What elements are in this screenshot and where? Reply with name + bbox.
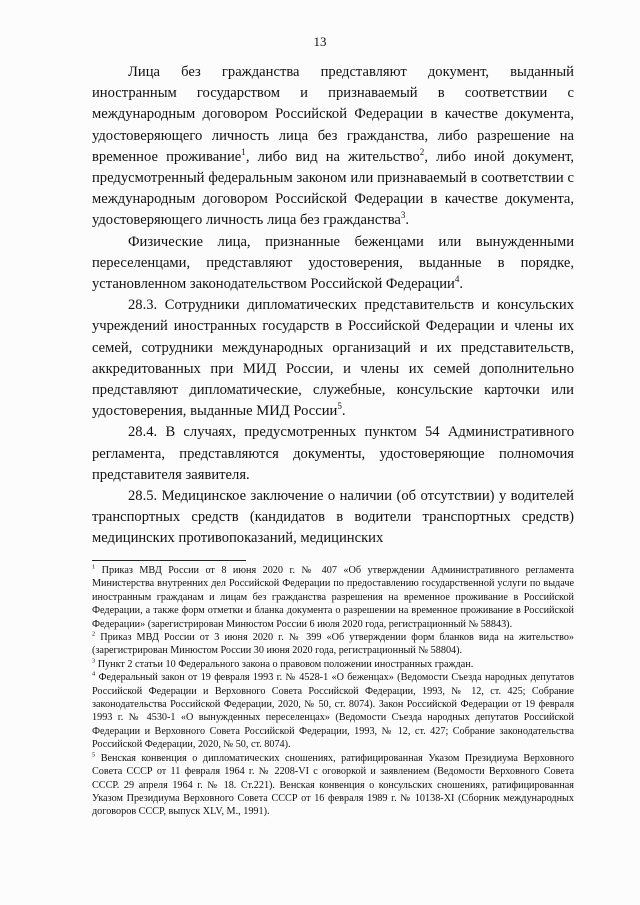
paragraph-stateless-persons: Лица без гражданства представляют документ, выданный иностранным государством и признаваемый в соответствии с международным договором Российской Федерации в качестве документа, удостоверяющего личность лица без гражданства, либо разрешение на временное проживание$^1$, либо вид на жительство$^2$, либо иной документ, предусмотренный федеральным законом или признаваемый в соответствии с международным договором Российской Федерации в качестве документа, удостоверяющего личность лица без гражданства$^3$.: [92, 64, 575, 229]
footnote-ref-1: 1: [241, 146, 246, 157]
footnote-separator: [92, 560, 246, 561]
footnote-4: $^4$ Федеральный закон от 19 февраля 1993 г. № 4528-1 «О беженцах» (Ведомости Съезда народных депутатов Российской Федерации и Верховного Совета Российской Федерации, 1993, № 12, ст. 425; Собрание законодательства Российской Федерации, 2020, № 50, ст. 8074). Закон Российской Федерации от 19 февраля 1993 г. № 4530-1 «О вынужденных переселенцах» (Ведомости Съезда народных депутатов Российской Федерации и Верховного Совета Российской Федерации, 1993, № 12, ст. 427; Собрание законодательства Российской Федерации, 2020, № 50, ст. 8074).: [92, 670, 575, 751]
footnote-ref-3: 3: [400, 210, 406, 221]
footnote-ref-4: 4: [454, 274, 460, 285]
footnote-1: $^1$ Приказ МВД России от 8 июня 2020 г. № 407 «Об утверждении Административного регламента Министерства внутренних дел Российской Федерации по предоставлению государственной услуги по выдаче иностранным гражданам и лицам без гражданства разрешения на временное проживание в Российской Федерации, а также форм отметки и бланка документа о разрешении на временное проживание в Российской Федерации» (зарегистрирован Минюстом России 6 июля 2020 года, регистрационный № 58843).: [92, 563, 574, 630]
paragraph-28-4: 28.4. В случаях, предусмотренных пунктом 54 Административного регламента, представляются документы, удостоверяющие полномочия представителя заявителя.: [92, 424, 574, 483]
page-number: 13: [313, 34, 327, 49]
paragraph-refugees: Физические лица, признанные беженцами или вынужденными переселенцами, представляют удостоверения, выданные в порядке, установленном законодательством Российской Федерации$^4$.: [92, 233, 574, 293]
paragraph-28-3: 28.3. Сотрудники дипломатических представительств и консульских учреждений иностранных государств в Российской Федерации и члены их семей, сотрудники международных организаций и их представительств, аккредитованных при МИД России, и члены их семей дополнительно представляют дипломатические, служебные, консульские карточки или удостоверения, выданные МИД России$^5$.: [92, 297, 574, 420]
footnote-5: $^5$ Венская конвенция о дипломатических сношениях, ратифицированная Указом Президиума Верховного Совета СССР от 11 февраля 1964 г. № 2208-VI с оговоркой и заявлением (Ведомости Верховного Совета СССР. 29 апреля 1964 г. № 18. Ст.221). Венская конвенция о консульских сношениях, ратифицированная Указом Президиума Верховного Совета СССР от 16 февраля 1989 г. № 10138-XI (Сборник международных договоров СССР, выпуск XLV, М., 1991).: [92, 751, 575, 818]
paragraph-28-5: 28.5. Медицинское заключение о наличии (об отсутствии) у водителей транспортных средств (кандидатов в водители транспортных средств) медицинских противопоказаний, медицинских: [92, 488, 574, 547]
footnote-ref-2: 2: [419, 146, 425, 157]
footnote-3: $^3$ Пункт 2 статьи 10 Федерального закона о правовом положении иностранных граждан.: [92, 657, 474, 670]
body-text: [92, 62, 574, 550]
footnote-ref-5: 5: [337, 401, 342, 412]
footnote-2: $^2$ Приказ МВД России от 3 июня 2020 г. № 399 «Об утверждении форм бланков вида на жительство» (зарегистрирован Минюстом России 30 июня 2020 года, регистрационный № 58804).: [92, 630, 575, 657]
footnotes: [92, 564, 574, 819]
